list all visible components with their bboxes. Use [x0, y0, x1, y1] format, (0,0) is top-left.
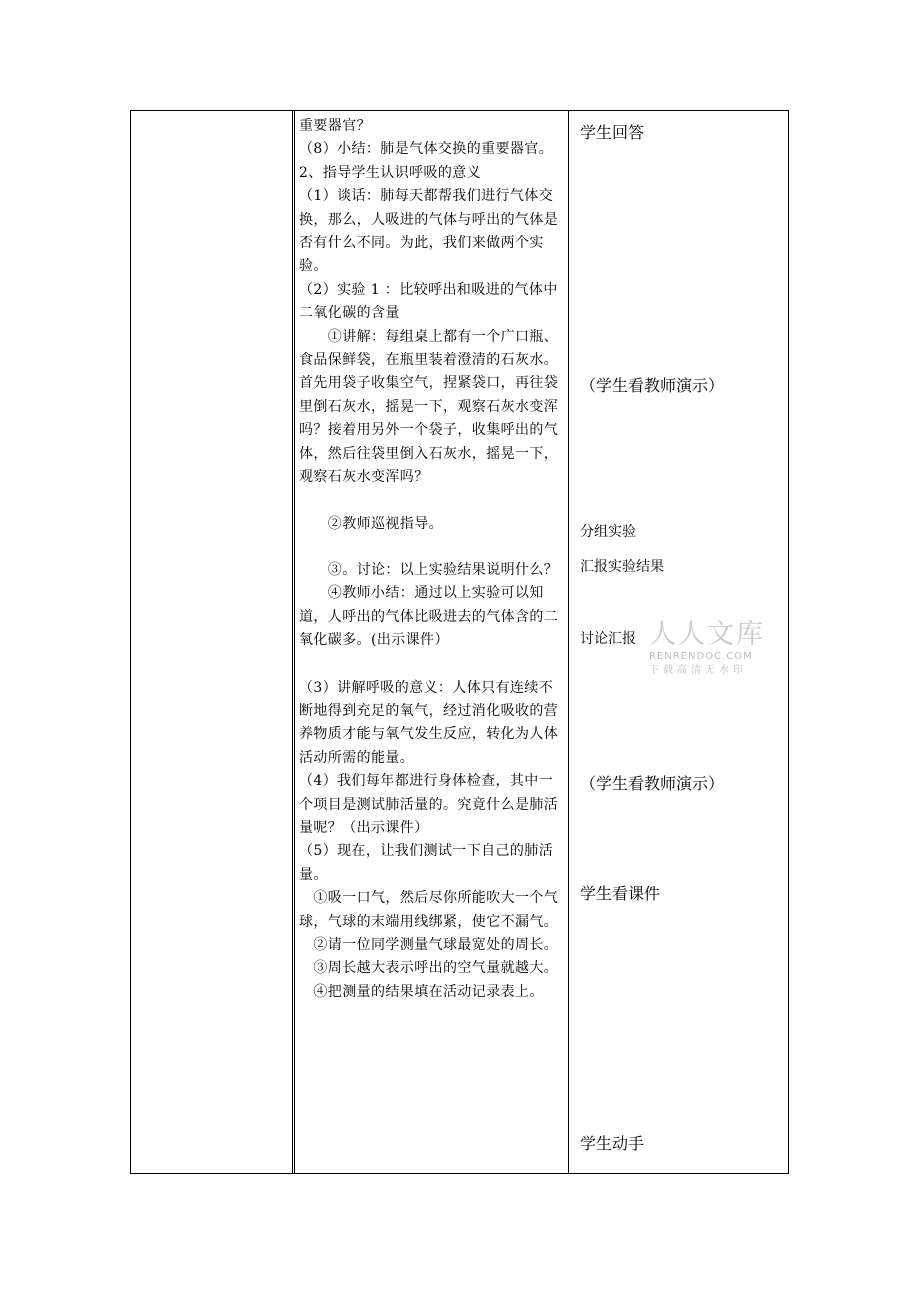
paragraph: ②教师巡视指导。: [299, 515, 443, 532]
watermark-logo: [649, 620, 774, 690]
paragraph: （5）现在，让我们测试一下自己的肺活量。: [299, 843, 554, 883]
student-activity-label: 分组实验: [580, 524, 636, 540]
paragraph: （4）我们每年都进行身体检查，其中一个项目是测试肺活量的。究竟什么是肺活量呢？（出示课件）: [299, 773, 559, 836]
column-divider: [292, 111, 293, 1173]
teacher-activities-cell: [299, 115, 567, 1004]
student-activity-label: 学生看课件: [580, 884, 661, 903]
paragraph: （2）实验 1 ：比较呼出和吸进的气体中二氧化碳的含量: [299, 281, 558, 322]
student-activity-label: 讨论汇报: [580, 631, 636, 647]
paragraph: （8）小结：肺是气体交换的重要器官。: [299, 141, 554, 158]
student-activity-label: 汇报实验结果: [580, 559, 664, 575]
paragraph: ④教师小结：通过以上实验可以知道，人呼出的气体比吸进去的气体含的二氧化碳多。(出示课件）: [299, 585, 559, 649]
paragraph: （3）讲解呼吸的意义：人体只有连续不断地得到充足的氧气，经过消化吸收的营养物质才能与氧气发生反应，转化为人体活动所需的能量。: [299, 679, 559, 766]
student-activity-label: （学生看教师演示）: [580, 376, 725, 395]
watermark-domain: RENRENDOC.COM: [649, 651, 753, 662]
paragraph: ①讲解：每组桌上都有一个广口瓶、食品保鲜袋，在瓶里装着澄清的石灰水。首先用袋子收集空气，捏紧袋口，再往袋里倒石灰水，摇晃一下，观察石灰水变浑吗？接着用另外一个袋子，收集呼出的气体，然后往袋里倒入石灰水，摇晃一下，观察石灰水变浑吗？: [299, 328, 559, 486]
column-divider: [568, 111, 569, 1173]
paragraph: 重要器官？: [299, 118, 371, 134]
paragraph: ②请一位同学测量气球最宽处的周长。: [299, 937, 559, 953]
column-divider: [294, 111, 295, 1173]
paragraph: 2、指导学生认识呼吸的意义: [299, 164, 482, 181]
paragraph: （1）谈话：肺每天都帮我们进行气体交换，那么，人吸进的气体与呼出的气体是否有什么不同。为此，我们来做两个实验。: [299, 188, 559, 275]
paragraph: ③。讨论：以上实验结果说明什么？: [299, 561, 559, 578]
paragraph: ④把测量的结果填在活动记录表上。: [299, 983, 544, 1000]
student-activity-label: 学生动手: [580, 1134, 645, 1153]
paragraph: ①吸一口气，然后尽你所能吹大一个气球，气球的末端用线绑紧，使它不漏气。: [299, 890, 559, 930]
student-activity-label: 学生回答: [580, 123, 645, 142]
student-activity-label: （学生看教师演示）: [580, 774, 725, 793]
watermark-tagline: 下载高清无水印: [649, 665, 747, 676]
watermark-title: 人人文库: [649, 619, 765, 650]
paragraph: ③周长越大表示呼出的空气量就越大。: [299, 960, 559, 977]
